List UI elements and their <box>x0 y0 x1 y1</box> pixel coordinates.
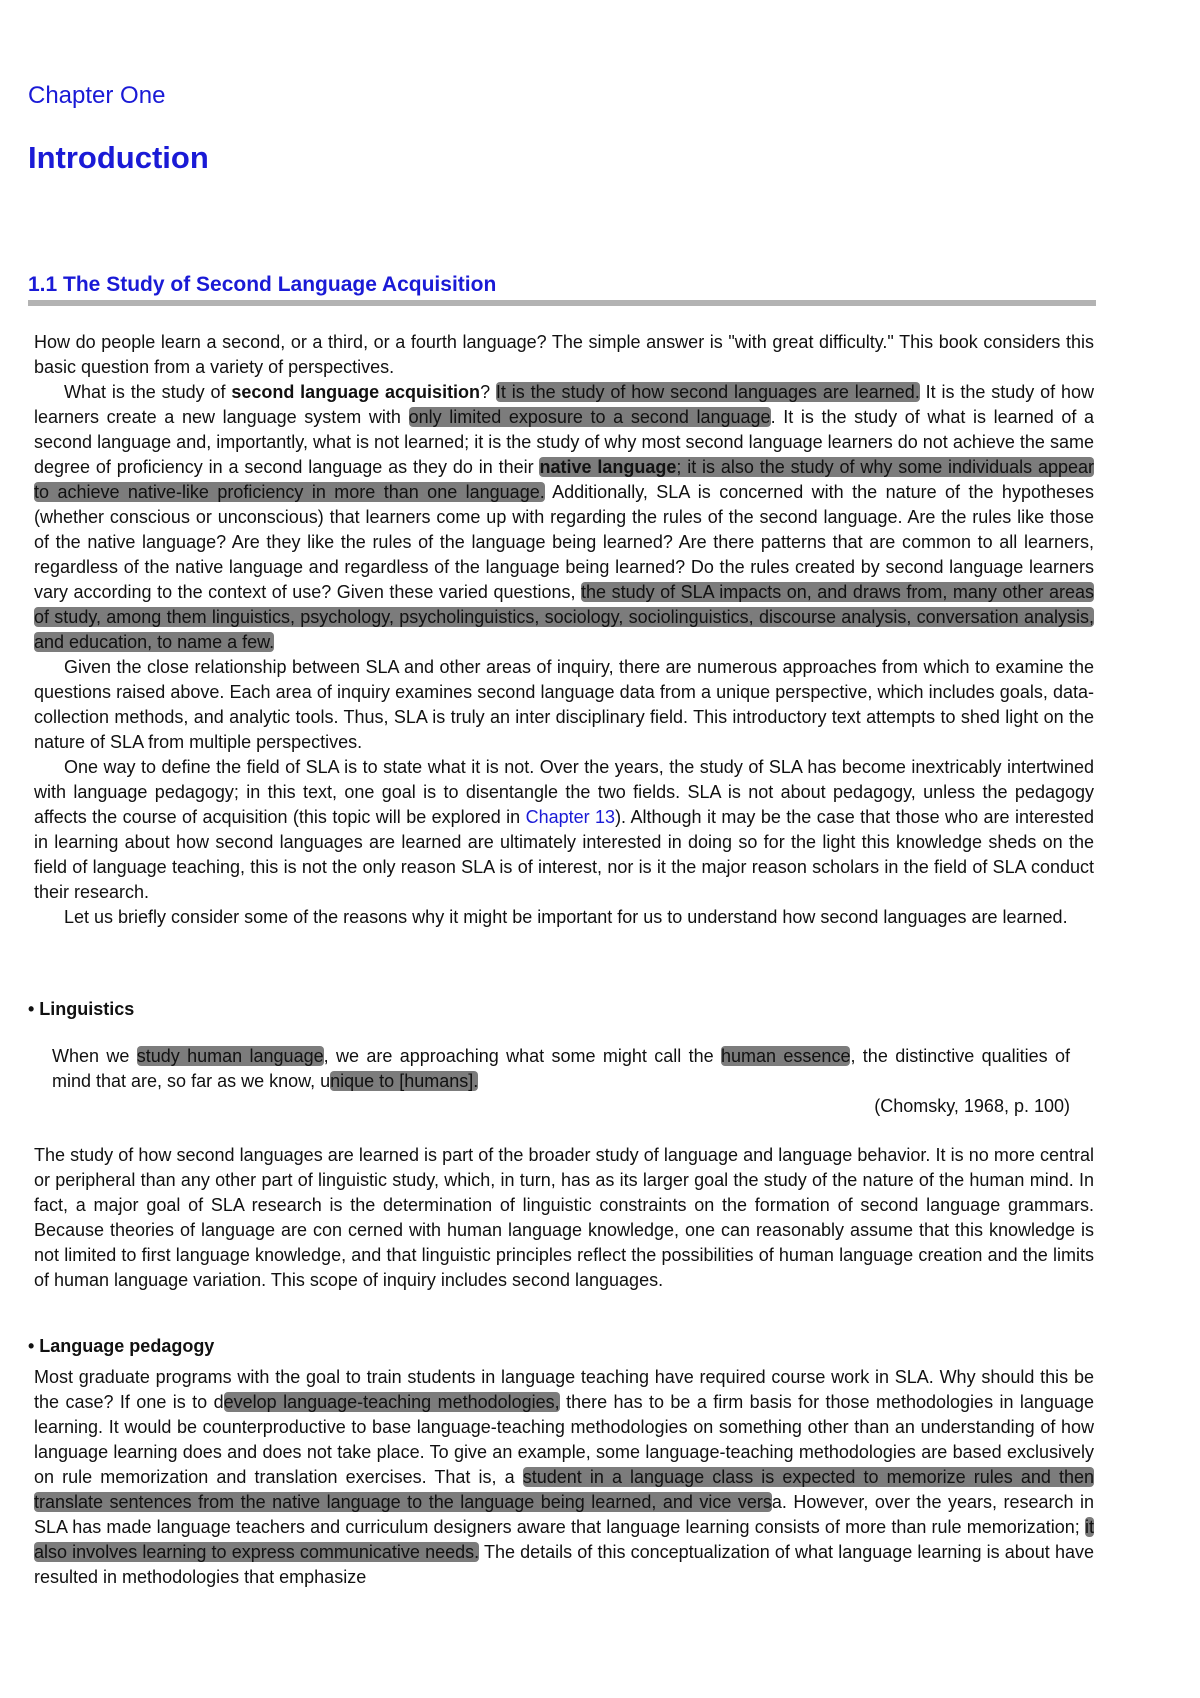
highlight: human essence <box>721 1046 851 1066</box>
quote-text <box>52 1044 1070 1094</box>
text-run: The details of this conceptualization of what language learning is about have resulted in methodologies that emphasize <box>34 1542 1094 1587</box>
pedagogy-heading: • Language pedagogy <box>28 1336 215 1356</box>
pedagogy-text <box>34 1365 1094 1590</box>
intro-text <box>34 330 1094 930</box>
chapter-label: Chapter One <box>28 82 166 109</box>
highlight: study human language <box>136 1046 324 1066</box>
text-run: One way to define the field of SLA is to state what it is not. Over the years, the study of SLA has become inextricably intertwined with language pedagogy; in this text, one goal is to disentangle the two fields. SLA is not about pedagogy, unless the pedagogy affects the course of acquisition (this topic will be explored in <box>34 757 1094 827</box>
term-bold: native language <box>539 457 677 477</box>
text-run: ). Although it may be the case that those who are interested in learning about how second languages are learned are ultimately interested in doing so for the light this knowledge sheds on the field of language teaching, this is not the only reason SLA is of interest, nor is it the major reason scholars in the field of SLA conduct their research. <box>34 807 1094 902</box>
text-run: What is the study of <box>64 382 232 402</box>
term-bold: second language acquisition <box>231 382 481 402</box>
chomsky-quote <box>52 1044 1070 1094</box>
intro-paragraph-1: How do people learn a second, or a third, or a fourth language? The simple answer is "with great difficulty." This book considers this basic question from a variety of perspectives. <box>34 332 1094 377</box>
highlight: only limited exposure to a second language <box>408 407 771 427</box>
intro-paragraph-4 <box>34 755 1094 905</box>
quote-citation: (Chomsky, 1968, p. 100) <box>874 1096 1070 1116</box>
section-divider <box>28 300 1096 306</box>
intro-paragraph-2 <box>34 380 1094 655</box>
highlight: It is the study of how second languages are learned. <box>495 382 920 402</box>
text-run: there has to be a firm basis for those methodologies in language learning. It would be counterproductive to base language-teaching methodologies on something other than an understanding of how language learning does and does not take place. To give an example, some language-teaching methodologies are based exclusively on rule memorization and translation exercises. That is, a <box>34 1392 1094 1487</box>
section-heading: 1.1 The Study of Second Language Acquisition <box>28 273 497 296</box>
text-run: . It is the study of what is learned of a second language and, importantly, what is not learned; it is the study of why most second language learners do not achieve the same degree of proficiency in a second language as they do in their <box>34 407 1094 477</box>
text-run: , we are approaching what some might call the <box>323 1046 722 1066</box>
linguistics-heading: • Linguistics <box>28 999 135 1019</box>
intro-paragraph-5: Let us briefly consider some of the reasons why it might be important for us to understand how second languages are learned. <box>64 907 1068 927</box>
highlight: evelop language-teaching methodologies, <box>223 1392 560 1412</box>
linguistics-paragraph: The study of how second languages are learned is part of the broader study of language and language behavior. It is no more central or peripheral than any other part of linguistic study, which, in turn, has as its larger goal the study of the nature of the human mind. In fact, a major goal of SLA research is the determination of linguistic constraints on the formation of second language grammars. Because theories of language are con cerned with human language knowledge, one can reasonably assume that this knowledge is not limited to first language knowledge, and that linguistic principles reflect the possibilities of human language creation and the limits of human language variation. This scope of inquiry includes second languages. <box>34 1145 1094 1290</box>
text-run: When we <box>52 1046 137 1066</box>
text-run: ? <box>480 382 496 402</box>
text-run: , the distinctive qualities of mind that are, so far as we know, u <box>52 1046 1070 1091</box>
highlight: the study of SLA impacts on, and draws from, many other areas of study, among them linguistics, psychology, psycholinguistics, sociology, sociolinguistics, discourse analysis, conversation analysis, and education, to name a few. <box>34 582 1094 652</box>
chapter-title: Introduction <box>28 140 209 175</box>
highlight: student in a language class is expected to memorize rules and then translate sentences from the native language to the language being learned, and vice vers <box>34 1467 1095 1512</box>
text-run: It is the study of how learners create a new language system with <box>34 382 1094 427</box>
linguistics-text <box>34 1143 1094 1293</box>
text-run: ; it is also the study of why some individuals appear to achieve native-like proficiency in more than one language. <box>34 457 1094 502</box>
text-run: Most graduate programs with the goal to train students in language teaching have required course work in SLA. Why should this be the case? If one is to d <box>34 1367 1094 1412</box>
text-run: Additionally, SLA is concerned with the nature of the hypotheses (whether conscious or unconscious) that learners come up with regarding the rules of the second language. Are the rules like those of the native language? Are they like the rules of the language being learned? Are there patterns that are common to all learners, regardless of the native language and regardless of the language being learned? Do the rules created by second language learners vary according to the context of use? Given these varied questions, <box>34 482 1094 602</box>
intro-paragraph-3: Given the close relationship between SLA and other areas of inquiry, there are numerous approaches from which to examine the questions raised above. Each area of inquiry examines second language data from a unique perspective, which includes goals, data-collection methods, and analytic tools. Thus, SLA is truly an inter disciplinary field. This introductory text attempts to shed light on the nature of SLA from multiple perspectives. <box>34 657 1094 752</box>
highlight: it also involves learning to express communicative needs. <box>34 1517 1094 1562</box>
chapter-13-link[interactable]: Chapter 13 <box>525 807 616 827</box>
text-run: a. However, over the years, research in SLA has made language teachers and curriculum designers aware that language learning consists of more than rule memorization; <box>34 1492 1094 1537</box>
pedagogy-paragraph <box>34 1365 1094 1590</box>
highlight: nique to [humans]. <box>330 1071 479 1091</box>
